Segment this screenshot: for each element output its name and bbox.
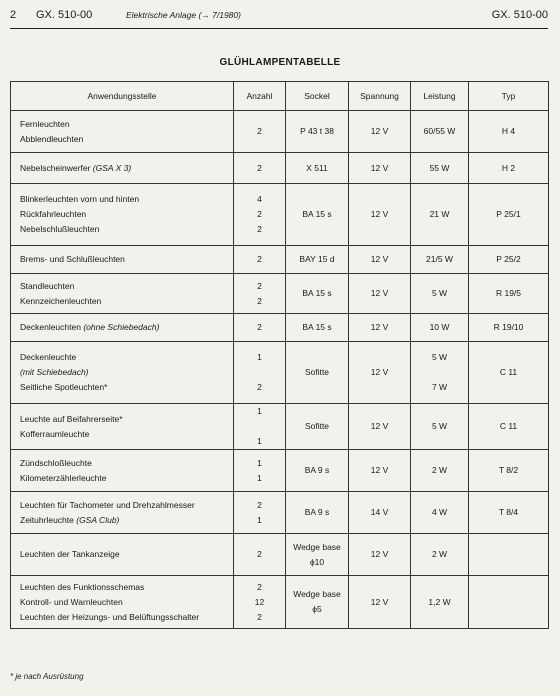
count-line (234, 419, 285, 434)
count-line: 2 (257, 254, 262, 264)
cell-voltage (349, 274, 411, 314)
cell-application (11, 153, 234, 184)
application-line: Kontroll- und Warnleuchten (20, 596, 123, 607)
application-line: Zeituhrleuchte (GSA Club) (20, 514, 120, 525)
cell-power (411, 450, 469, 492)
document-code: GX. 510-00 (36, 9, 93, 21)
bulb-table (10, 81, 549, 629)
socket-line: Wedge base (293, 589, 341, 599)
power-line: 10 W (429, 322, 450, 332)
count-line: 2 (257, 611, 262, 622)
table-row (11, 534, 549, 576)
cell-socket (286, 576, 349, 629)
count-line: 1 (257, 472, 262, 483)
page-title: GLÜHLAMPENTABELLE (219, 57, 341, 68)
power-line: 5 W (431, 352, 448, 362)
application-line: Leuchten der Heizungs- und Belüftungsschalter (20, 611, 200, 622)
cell-power (411, 153, 469, 184)
count-line: 2 (257, 549, 262, 559)
type-line: P 25/1 (496, 209, 521, 219)
cell-type (469, 576, 549, 629)
cell-socket (286, 111, 349, 153)
cell-application (11, 534, 234, 576)
cell-type (469, 184, 549, 246)
cell-type (469, 274, 549, 314)
count-line: 12 (254, 596, 265, 607)
cell-voltage (349, 342, 411, 404)
application-line: Deckenleuchte (20, 352, 77, 362)
cell-power (411, 274, 469, 314)
application-line: Deckenleuchten (ohne Schiebedach) (20, 322, 160, 332)
power-line: 21 W (429, 209, 450, 219)
page-header (10, 9, 548, 25)
type-line (469, 595, 548, 610)
voltage-line: 12 V (370, 162, 389, 173)
count-line: 2 (257, 224, 262, 234)
voltage-line: 12 V (370, 596, 389, 607)
power-line: 1,2 W (428, 596, 451, 607)
page-number: 2 (10, 9, 17, 21)
application-line: Kennzeichenleuchten (20, 295, 102, 306)
type-line: R 19/5 (495, 288, 522, 298)
application-line: Brems- und Schlußleuchten (20, 254, 125, 264)
cell-application (11, 342, 234, 404)
application-line: Kofferraumleuchte (20, 428, 90, 439)
cell-voltage (349, 246, 411, 274)
table-row (11, 111, 549, 153)
cell-power (411, 534, 469, 576)
column-header-voltage: Spannung (349, 82, 411, 111)
cell-power (411, 576, 469, 629)
cell-application (11, 450, 234, 492)
count-line: 1 (257, 457, 262, 468)
type-line: T 8/4 (498, 507, 519, 517)
cell-power (411, 342, 469, 404)
application-line: Abblendleuchten (20, 133, 84, 144)
cell-type (469, 314, 549, 342)
socket-line: Wedge base (293, 541, 341, 552)
power-line: 2 W (431, 549, 448, 559)
cell-voltage (349, 450, 411, 492)
cell-voltage (349, 404, 411, 450)
cell-application (11, 111, 234, 153)
cell-voltage (349, 153, 411, 184)
application-line: Leuchten für Tachometer und Drehzahlmesser (20, 499, 195, 510)
voltage-line: 12 V (370, 254, 389, 264)
cell-count (234, 534, 286, 576)
table-row (11, 246, 549, 274)
socket-line: BA 9 s (304, 465, 330, 475)
cell-count (234, 492, 286, 534)
cell-count (234, 274, 286, 314)
count-line: 2 (257, 162, 262, 173)
column-header-count: Anzahl (234, 82, 286, 111)
power-line: 4 W (431, 507, 448, 517)
socket-line: X 511 (306, 162, 328, 173)
table-row (11, 404, 549, 450)
count-line: 2 (257, 322, 262, 332)
socket-line: BA 9 s (304, 507, 330, 517)
cell-count (234, 404, 286, 450)
cell-voltage (349, 111, 411, 153)
count-line: 2 (257, 295, 262, 306)
cell-socket (286, 342, 349, 404)
type-line (469, 547, 548, 562)
count-line: 1 (257, 352, 262, 362)
count-line: 2 (257, 126, 262, 136)
application-line: Nebelscheinwerfer (GSA X 3) (20, 162, 132, 173)
application-line: Seitliche Spotleuchten* (20, 382, 108, 392)
footnote: * je nach Ausrüstung (10, 672, 84, 681)
cell-application (11, 274, 234, 314)
cell-type (469, 153, 549, 184)
power-line (411, 365, 468, 380)
cell-type (469, 492, 549, 534)
application-line: Kilometerzählerleuchte (20, 472, 107, 483)
cell-socket (286, 314, 349, 342)
document-code-right: GX. 510-00 (491, 9, 548, 21)
cell-socket (286, 492, 349, 534)
type-line: H 2 (501, 162, 516, 173)
voltage-line: 12 V (370, 322, 389, 332)
cell-count (234, 342, 286, 404)
application-line: (mit Schiebedach) (20, 367, 89, 377)
voltage-line: 12 V (370, 209, 389, 219)
socket-line: P 43 t 38 (300, 126, 334, 136)
cell-type (469, 111, 549, 153)
cell-application (11, 184, 234, 246)
cell-socket (286, 450, 349, 492)
table-body (11, 111, 549, 629)
cell-power (411, 111, 469, 153)
type-line: T 8/2 (498, 465, 519, 475)
cell-power (411, 314, 469, 342)
table-row (11, 314, 549, 342)
power-line: 7 W (431, 382, 448, 392)
type-line: R 19/10 (493, 322, 524, 332)
voltage-line: 14 V (370, 507, 389, 517)
cell-count (234, 576, 286, 629)
voltage-line: 12 V (370, 367, 389, 377)
socket-line: BAY 15 d (299, 254, 335, 264)
count-line: 2 (257, 499, 262, 510)
cell-type (469, 534, 549, 576)
power-line: 21/5 W (426, 254, 453, 264)
cell-voltage (349, 576, 411, 629)
column-header-power: Leistung (411, 82, 469, 111)
count-line: 2 (257, 581, 262, 592)
cell-power (411, 246, 469, 274)
socket-line: Sofitte (304, 367, 330, 377)
application-line: Blinkerleuchten vorn und hinten (20, 194, 140, 204)
count-line: 2 (257, 382, 262, 392)
voltage-line: 12 V (370, 465, 389, 475)
table-header-row (11, 82, 549, 111)
cell-socket (286, 404, 349, 450)
voltage-line: 12 V (370, 421, 389, 431)
cell-type (469, 450, 549, 492)
cell-count (234, 153, 286, 184)
table-row (11, 153, 549, 184)
cell-application (11, 576, 234, 629)
cell-type (469, 246, 549, 274)
application-line: Nebelschlußleuchten (20, 224, 100, 234)
table-row (11, 342, 549, 404)
power-line: 5 W (431, 421, 448, 431)
column-header-type: Typ (469, 82, 549, 111)
application-line: Leuchten der Tankanzeige (20, 549, 120, 559)
count-line (234, 365, 285, 380)
power-line: 5 W (431, 288, 448, 298)
application-line: Leuchte auf Beifahrerseite* (20, 413, 123, 424)
header-rule (10, 28, 548, 29)
voltage-line: 12 V (370, 126, 389, 136)
cell-type (469, 342, 549, 404)
count-line: 4 (257, 194, 262, 204)
cell-application (11, 492, 234, 534)
type-line: H 4 (501, 126, 516, 136)
table-row (11, 274, 549, 314)
cell-power (411, 404, 469, 450)
table-row (11, 184, 549, 246)
cell-type (469, 404, 549, 450)
voltage-line: 12 V (370, 549, 389, 559)
socket-line: BA 15 s (302, 209, 332, 219)
cell-count (234, 450, 286, 492)
column-header-socket: Sockel (286, 82, 349, 111)
power-line: 60/55 W (423, 126, 456, 136)
cell-count (234, 111, 286, 153)
socket-line: ϕ10 (309, 556, 325, 567)
cell-application (11, 404, 234, 450)
socket-line: BA 15 s (302, 288, 332, 298)
count-line: 2 (257, 280, 262, 291)
cell-socket (286, 246, 349, 274)
power-line: 2 W (431, 465, 448, 475)
document-subtitle: Elektrische Anlage (→ 7/1980) (126, 10, 241, 20)
voltage-line: 12 V (370, 288, 389, 298)
cell-voltage (349, 534, 411, 576)
type-line: C 11 (499, 421, 518, 431)
application-line: Zündschloßleuchte (20, 457, 92, 468)
cell-application (11, 314, 234, 342)
cell-socket (286, 534, 349, 576)
application-line: Fernleuchten (20, 118, 70, 129)
cell-voltage (349, 184, 411, 246)
cell-voltage (349, 314, 411, 342)
cell-count (234, 314, 286, 342)
cell-power (411, 184, 469, 246)
column-header-application: Anwendungsstelle (11, 82, 234, 111)
count-line: 1 (257, 514, 262, 525)
cell-voltage (349, 492, 411, 534)
socket-line: BA 15 s (302, 322, 332, 332)
cell-count (234, 246, 286, 274)
power-line: 55 W (429, 162, 450, 173)
type-line: P 25/2 (496, 254, 521, 264)
cell-socket (286, 184, 349, 246)
cell-power (411, 492, 469, 534)
type-line: C 11 (499, 367, 518, 377)
table-row (11, 450, 549, 492)
table-row (11, 576, 549, 629)
count-line: 1 (257, 436, 262, 446)
count-line: 1 (257, 406, 262, 416)
application-line: Standleuchten (20, 280, 75, 291)
application-line: Rückfahrleuchten (20, 209, 87, 219)
socket-line: Sofitte (304, 421, 330, 431)
application-line: Leuchten des Funktionsschemas (20, 581, 145, 592)
cell-socket (286, 274, 349, 314)
table-row (11, 492, 549, 534)
cell-application (11, 246, 234, 274)
cell-count (234, 184, 286, 246)
cell-socket (286, 153, 349, 184)
socket-line: ϕ5 (312, 604, 322, 614)
count-line: 2 (257, 209, 262, 219)
